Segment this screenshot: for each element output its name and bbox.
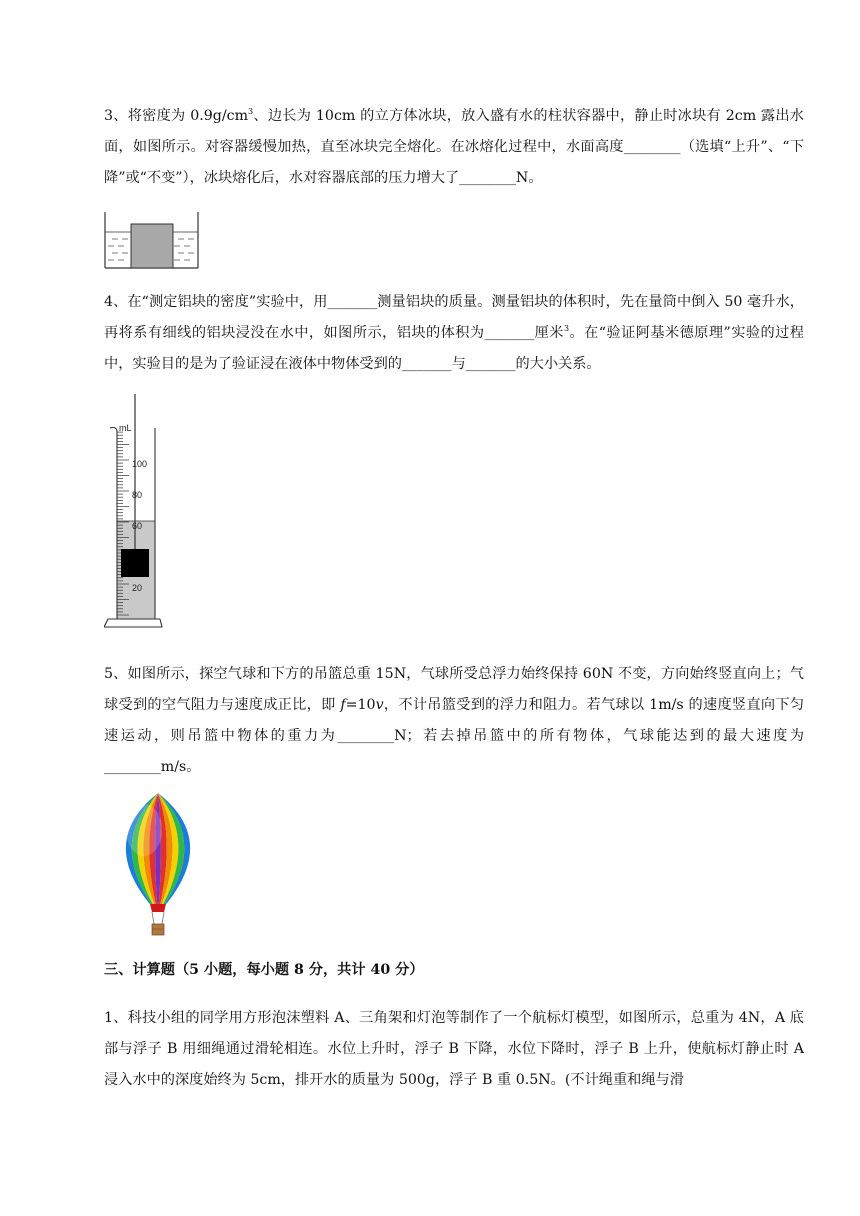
ice-cube — [131, 224, 173, 268]
section-3-heading: 三、计算题（5 小题，每小题 8 分，共计 40 分） — [104, 962, 424, 978]
aluminum-block — [121, 549, 149, 577]
question-3-text: 3、将密度为 $0.9g/cm^3$、边长为 10cm 的立方体冰块，放入盛有水的柱状容器中，静止时冰块有 2cm 露出水面，如图所示。对容器缓慢加热，直至冰块完全熔化。在冰熔化过程中，水面高度________（选填“上升”、“下降”或“不变”），冰块熔化后，水对容器底部的压力增大了________N。 — [104, 107, 804, 186]
unit-label: mL — [119, 423, 132, 433]
balloon-basket — [152, 924, 164, 935]
question-5-text: 5、如图所示，探空气球和下方的吊篮总重 15N，气球所受总浮力始终保持 60N 不变，方向始终竖直向上；气球受到的空气阻力与速度成正比，即 f=10v，不计吊篮受到的浮力和阻力。若气球以 1m/s 的速度竖直向下匀速运动，则吊篮中物体的重力为________N；若去掉吊篮中的所有物体，气球能达到的最大速度为________m/s。 — [104, 666, 805, 775]
hot-air-balloon-figure — [104, 790, 212, 942]
calc-question-1-text: 1、科技小组的同学用方形泡沫塑料 A、三角架和灯泡等制作了一个航标灯模型，如图所示，总重为 4N，A 底部与浮子 B 用细绳通过滑轮相连。水位上升时，浮子 B 下降，水位下降时，浮子 B 上升，使航标灯静止时 A 浸入水中的深度始终为 5cm，排开水的质量为 500g，浮子 B 重 0.5N。(不计绳重和绳与滑 — [104, 1010, 804, 1088]
balloon-highlight — [126, 804, 162, 856]
tick-label-20: 20 — [132, 583, 143, 593]
measuring-cylinder-figure — [104, 394, 166, 630]
question-4-text: 4、在“测定铝块的密度”实验中，用_______测量铝块的质量。测量铝块的体积时，先在量筒中倒入 50 毫升水，再将系有细线的铝块浸没在水中，如图所示，铝块的体积为_______厘米$^3$。在“验证阿基米德原理”实验的过程中，实验目的是为了验证浸在液体中物体受到的_______与_______的大小关系。 — [104, 294, 804, 372]
ice-container-figure — [102, 210, 202, 272]
tick-label-80: 80 — [132, 490, 143, 500]
tick-label-100: 100 — [132, 459, 148, 469]
tick-label-60: 60 — [132, 521, 143, 531]
